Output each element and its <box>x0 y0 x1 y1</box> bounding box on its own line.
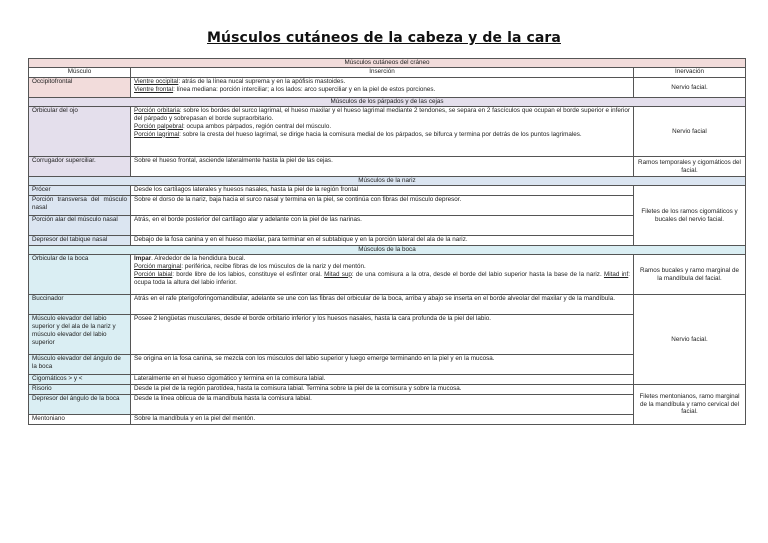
insertion-detail: : de una comisura a la otra, desde el borde del labio superior hasta la base de la nariz. <box>351 270 604 278</box>
insertion-label: Porción lagrimal <box>134 130 180 138</box>
insertion-text: Atrás en el rafe pterigoforingomandibular, adelante se une con las fibras del orbicular de la boca, arriba y abajo se inserta en el borde alveolar del maxilar y de la mandíbula. <box>131 295 634 315</box>
column-header-insercion: Inserción <box>131 68 634 78</box>
innervation-cell: Filetes de los ramos cigomáticos y bucales del nervio facial. <box>634 186 746 246</box>
insertion-detail: : borde libre de los labios, constituye el esfínter oral. <box>172 270 325 278</box>
table-row <box>29 78 746 98</box>
insertion-text: Sobre la mandíbula y en la piel del mentón. <box>131 415 634 425</box>
insertion-text: Debajo de la fosa canina y en el hueso maxilar, para terminar en el subtabique y en la porción lateral del ala de la nariz. <box>131 236 634 246</box>
insertion-label: Impar <box>134 255 152 262</box>
muscle-name: Músculo elevador del labio superior y del ala de la nariz y músculo elevador del labio superior <box>29 315 131 355</box>
insertion-label: Porción marginal <box>134 262 182 270</box>
insertion-text: Lateralmente en el hueso cigomático y termina en la comisura labial. <box>131 375 634 385</box>
insertion-text: Atrás, en el borde posterior del cartílago alar y adelante con la piel de las narinas. <box>131 216 634 236</box>
table-row <box>29 295 746 315</box>
insertion-text <box>131 107 634 157</box>
insertion-label: Vientre frontal <box>134 85 174 93</box>
innervation-cell: Ramos temporales y cigomáticos del facial. <box>634 157 746 177</box>
insertion-text <box>131 78 634 98</box>
muscle-name: Prócer <box>29 186 131 196</box>
muscle-name: Porción alar del músculo nasal <box>29 216 131 236</box>
page-title: Músculos cutáneos de la cabeza y de la cara <box>207 30 561 46</box>
insertion-label: Porción labial <box>134 270 173 278</box>
insertion-label: Vientre occipital <box>134 78 179 85</box>
muscle-name: Orbicular de la boca <box>29 255 131 295</box>
table-row <box>29 186 746 196</box>
insertion-detail: : ocupa ambos párpados, región central del músculo. <box>183 122 332 130</box>
insertion-label: Mitad inf <box>603 270 629 278</box>
table-row <box>29 255 746 295</box>
insertion-label: Mitad sup <box>324 270 352 278</box>
muscle-name: Orbicular del ojo <box>29 107 131 157</box>
insertion-label: Porción palpebral <box>134 122 184 130</box>
innervation-cell: Filetes mentonianos, ramo marginal de la mandíbula y ramo cervical del facial. <box>634 385 746 425</box>
section-header-craneo: Músculos cutáneos del cráneo <box>29 59 746 68</box>
insertion-text <box>131 255 634 295</box>
muscle-name: Occipitofrontal <box>29 78 131 98</box>
table-row <box>29 385 746 395</box>
insertion-detail: : línea mediana: porción interciliar; a los lados: arco superciliar y en la piel de estos porciones. <box>173 85 436 93</box>
muscles-table <box>28 58 746 425</box>
section-header-parpados: Músculos de los párpados y de las cejas <box>29 98 746 107</box>
insertion-detail: : sobre los bordes del surco lagrimal, el hueso maxilar y el hueso lagrimal mediante 2 tendones, se separa en 2 fascículos que ocupan el borde superior e inferior del párpado y sobrepasan el borde supraorbitario. <box>134 107 630 122</box>
innervation-cell: Nervio facial <box>634 107 746 157</box>
insertion-text: Sobre el dorso de la nariz, baja hacia el surco nasal y termina en la piel, se continúa con fibras del músculo depresor. <box>131 196 634 216</box>
muscle-name: Depresor del tabique nasal <box>29 236 131 246</box>
column-header-musculo: Músculo <box>29 68 131 78</box>
muscle-name: Porción transversa del músculo nasal <box>29 196 131 216</box>
insertion-text: Desde la piel de la región parotídea, hasta la comisura labial. Termina sobre la piel de la comisura y sobre la mucosa. <box>131 385 634 395</box>
insertion-detail: : periférica, recibe fibras de los músculos de la nariz y del mentón. <box>181 262 366 270</box>
section-header-nariz: Músculos de la nariz <box>29 177 746 186</box>
insertion-detail: : atrás de la línea nucal suprema y en la apófisis mastoides. <box>178 78 346 85</box>
muscle-name: Corrugador superciliar. <box>29 157 131 177</box>
muscle-name: Mentoniano <box>29 415 131 425</box>
muscle-name: Buccinador <box>29 295 131 315</box>
table-row <box>29 157 746 177</box>
innervation-cell: Nervio facial. <box>634 78 746 98</box>
insertion-text: Posee 2 lengüetas musculares, desde el borde orbitario inferior y los huesos nasales, hasta la cara profunda de la piel del labio. <box>131 315 634 355</box>
insertion-detail: : ocupa toda la altura del labio inferior. <box>134 270 630 286</box>
insertion-text: Sobre el hueso frontal, asciende lateralmente hasta la piel de las cejas. <box>131 157 634 177</box>
muscle-name: Músculo elevador del ángulo de la boca <box>29 355 131 375</box>
muscle-name: Depresor del ángulo de la boca <box>29 395 131 415</box>
innervation-cell: Ramos bucales y ramo marginal de la mandíbula del facial. <box>634 255 746 295</box>
insertion-text: Desde los cartílagos laterales y huesos nasales, hasta la piel de la región frontal <box>131 186 634 196</box>
muscle-name: Risorio <box>29 385 131 395</box>
insertion-text: Se origina en la fosa canina, se mezcla con los músculos del labio superior y luego emerge terminando en la piel y en la mucosa. <box>131 355 634 375</box>
section-header-boca: Músculos de la boca <box>29 246 746 255</box>
insertion-detail: : sobre la cresta del hueso lagrimal, se dirige hacia la comisura medial de los párpados, se bifurca y termina por detrás de los puntos lagrimales. <box>179 130 582 138</box>
insertion-detail: . Alrededor de la hendidura bucal. <box>151 255 246 262</box>
column-header-inervacion: Inervación <box>634 68 746 78</box>
muscle-name: Cigomáticos > y < <box>29 375 131 385</box>
table-row <box>29 107 746 157</box>
insertion-text: Desde la línea oblicua de la mandíbula hasta la comisura labial. <box>131 395 634 415</box>
insertion-label: Porción orbitaria <box>134 107 180 114</box>
innervation-cell: Nervio facial. <box>634 295 746 385</box>
